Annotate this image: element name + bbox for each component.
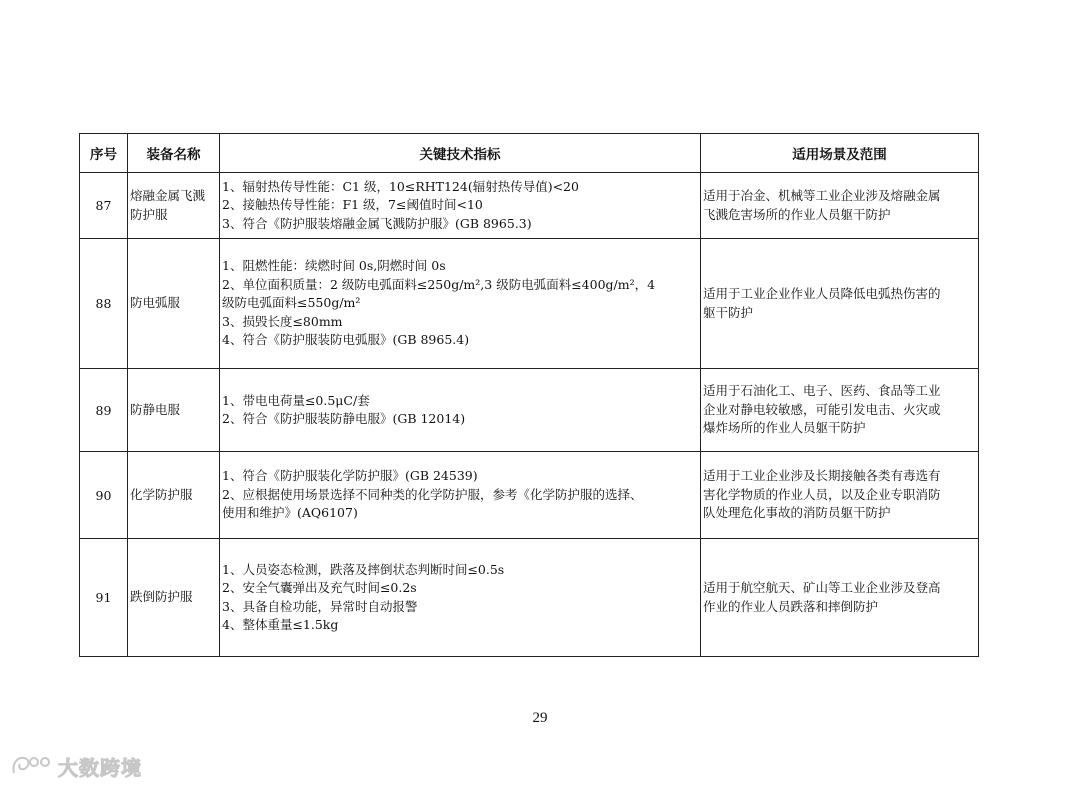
spec-line: 3、损毁长度≤80mm [222,313,343,329]
spec-line: 3、符合《防护服装熔融金属飞溅防护服》(GB 8965.3) [222,215,532,231]
scope-line: 队处理危化事故的消防员躯干防护 [703,505,891,521]
scope-line: 适用于冶金、机械等工业企业涉及熔融金属 [703,188,941,203]
name-line: 防静电服 [130,401,181,417]
watermark [10,752,142,780]
row-applicable-scope [701,452,979,539]
row-equipment-name [128,239,220,369]
scope-line: 飞溅危害场所的作业人员躯干防护 [703,206,891,222]
table-row [80,173,979,239]
row-serial-no: 90 [80,452,128,539]
scope-line: 适用于工业企业涉及长期接触各类有毒选有 [703,468,941,484]
table-header-row [80,134,979,173]
table-row [80,539,979,657]
row-applicable-scope [701,369,979,452]
scope-line: 爆炸场所的作业人员躯干防护 [703,420,866,436]
spec-line: 1、人员姿态检测，跌落及摔倒状态判断时间≤0.5s [222,561,505,577]
row-applicable-scope [701,173,979,239]
name-line: 防护服 [130,206,168,222]
scope-line: 害化学物质的作业人员，以及企业专职消防 [703,486,941,502]
row-serial-no: 87 [80,173,128,239]
header-applicable-scope: 适用场景及范围 [701,134,979,173]
name-line: 熔融金属飞溅 [130,188,206,203]
row-equipment-name [128,369,220,452]
table-row [80,369,979,452]
scope-line: 躯干防护 [703,304,754,320]
row-equipment-name [128,539,220,657]
row-key-specs [220,452,701,539]
table-row [80,452,979,539]
scope-line: 适用于石油化工、电子、医药、食品等工业 [703,383,941,399]
spec-line: 1、带电电荷量≤0.5μC/套 [222,392,370,408]
row-serial-no: 89 [80,369,128,452]
spec-line: 2、安全气囊弹出及充气时间≤0.2s [222,580,417,595]
scope-line: 适用于工业企业作业人员降低电弧热伤害的 [703,286,941,301]
row-key-specs [220,239,701,369]
row-key-specs [220,539,701,657]
row-serial-no: 91 [80,539,128,657]
spec-line: 4、整体重量≤1.5kg [222,617,339,632]
header-equipment-name: 装备名称 [128,134,220,173]
spec-line: 使用和维护》(AQ6107) [222,505,358,521]
row-applicable-scope [701,539,979,657]
name-line: 化学防护服 [130,486,193,502]
spec-line: 2、符合《防护服装防静电服》(GB 12014) [222,411,466,426]
spec-line: 1、符合《防护服装化学防护服》(GB 24539) [222,468,478,484]
scope-line: 作业的作业人员跌落和摔倒防护 [703,598,879,614]
spec-line: 级防电弧面料≤550g/m² [222,295,361,311]
spec-line: 3、具备自检功能，异常时自动报警 [222,598,418,614]
row-serial-no: 88 [80,239,128,369]
equipment-table [79,133,979,657]
row-equipment-name [128,452,220,539]
row-key-specs [220,173,701,239]
spec-line: 1、辐射热传导性能：C1 级，10≤RHT124(辐射热传导值)<20 [222,178,579,194]
watermark-text: 大数跨境 [58,755,142,780]
spec-line: 4、符合《防护服装防电弧服》(GB 8965.4) [222,332,470,348]
page-number: 29 [532,710,548,726]
header-serial-no: 序号 [80,134,128,173]
header-key-specs: 关键技术指标 [220,134,701,173]
spec-line: 2、单位面积质量：2 级防电弧面料≤250g/m²,3 级防电弧面料≤400g/m²，4 [222,276,656,292]
scope-line: 适用于航空航天、矿山等工业企业涉及登高 [703,580,941,595]
brand-logo-icon [10,753,54,779]
spec-line: 2、接触热传导性能：F1 级，7≤阈值时间<10 [222,197,483,213]
name-line: 防电弧服 [130,295,181,311]
row-equipment-name [128,173,220,239]
spec-line: 2、应根据使用场景选择不同种类的化学防护服，参考《化学防护服的选择、 [222,486,643,502]
spec-line: 1、阻燃性能：续燃时间 0s,阴燃时间 0s [222,258,446,274]
scope-line: 企业对静电较敏感，可能引发电击、火灾或 [703,401,941,417]
row-applicable-scope [701,239,979,369]
name-line: 跌倒防护服 [130,589,193,605]
row-key-specs [220,369,701,452]
table-row [80,239,979,369]
